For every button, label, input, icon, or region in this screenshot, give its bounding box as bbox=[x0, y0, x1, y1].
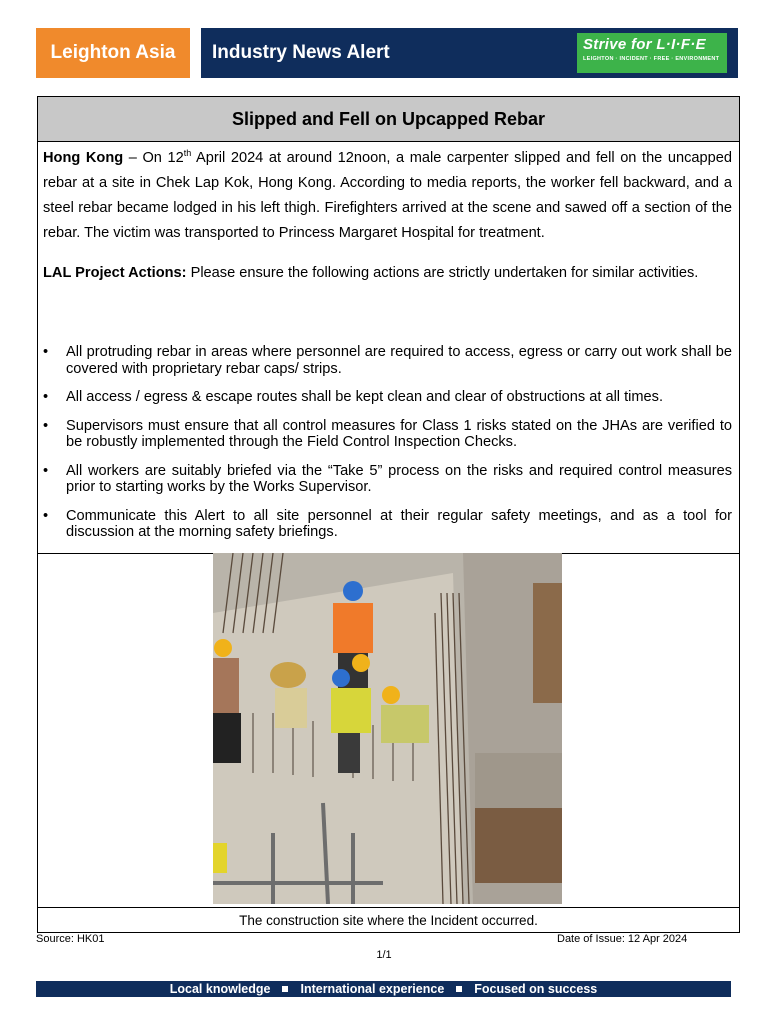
bullet-icon: • bbox=[43, 507, 49, 524]
list-item bbox=[43, 418, 732, 451]
list-item-text: All workers are suitably briefed via the “Take 5” process on the risks and required control measures prior to starting works by the Works Supervisor. bbox=[66, 462, 732, 495]
bullet-icon: • bbox=[43, 462, 49, 479]
list-item bbox=[43, 344, 732, 377]
tagline-item: International experience bbox=[300, 982, 445, 996]
actions-text: Please ensure the following actions are strictly undertaken for similar activities. bbox=[186, 265, 699, 281]
source-label: Source: HK01 bbox=[36, 933, 105, 945]
location-label: Hong Kong bbox=[43, 150, 124, 166]
action-list bbox=[43, 344, 732, 553]
alert-body bbox=[43, 146, 732, 286]
bullet-icon: • bbox=[43, 344, 49, 360]
photo-caption: The construction site where the Incident occurred. bbox=[239, 912, 538, 928]
list-item-text: Supervisors must ensure that all control measures for Class 1 risks stated on the JHAs are verified to be robustly implemented through the Field Control Inspection Checks. bbox=[66, 417, 732, 450]
list-item bbox=[43, 389, 732, 406]
intro-text: April 2024 at around 12noon, a male carpenter slipped and fell on the uncapped rebar at a site in Chek Lap Kok, Hong Kong. According to media reports, the worker fell backward, and a steel rebar became lodged in his left thigh. Firefighters arrived at the scene and sawed off a section of the rebar. The victim was transported to Princess Margaret Hospital for treatment. bbox=[43, 150, 732, 241]
list-item bbox=[43, 508, 732, 541]
tagline-bar bbox=[36, 981, 731, 997]
square-bullet-icon bbox=[456, 986, 462, 992]
bullet-icon: • bbox=[43, 417, 49, 434]
intro-superscript: th bbox=[183, 148, 192, 159]
tagline-item: Focused on success bbox=[474, 982, 598, 996]
page-number: 1/1 bbox=[376, 949, 392, 961]
strive-for-life-logo bbox=[577, 33, 727, 73]
actions-paragraph bbox=[43, 261, 732, 286]
strive-logo-text: Strive for L·I·F·E bbox=[583, 36, 706, 53]
tagline-item: Local knowledge bbox=[169, 982, 271, 996]
strive-logo-subtext: LEIGHTON · INCIDENT · FREE · ENVIRONMENT bbox=[583, 56, 720, 62]
bullet-icon: • bbox=[43, 389, 49, 405]
header-title: Industry News Alert bbox=[212, 42, 390, 63]
intro-pre: – On 12 bbox=[123, 150, 184, 166]
list-item-text: All protruding rebar in areas where personnel are required to access, egress or carry out work shall be covered with proprietary rebar caps/ strips. bbox=[66, 344, 732, 377]
list-item bbox=[43, 463, 732, 496]
brand-logo bbox=[36, 28, 190, 78]
divider bbox=[38, 907, 739, 908]
incident-paragraph bbox=[43, 146, 732, 246]
brand-name: Leighton Asia bbox=[50, 42, 176, 63]
actions-label: LAL Project Actions: bbox=[43, 265, 187, 281]
construction-site-photo bbox=[213, 553, 562, 904]
date-of-issue: Date of Issue: 12 Apr 2024 bbox=[557, 933, 688, 945]
list-item-text: All access / egress & escape routes shall be kept clean and clear of obstructions at all times. bbox=[66, 389, 664, 405]
alert-title: Slipped and Fell on Upcapped Rebar bbox=[38, 97, 739, 142]
list-item-text: Communicate this Alert to all site personnel at their regular safety meetings, and as a tool for discussion at the morning safety briefings. bbox=[66, 507, 732, 540]
square-bullet-icon bbox=[282, 986, 288, 992]
